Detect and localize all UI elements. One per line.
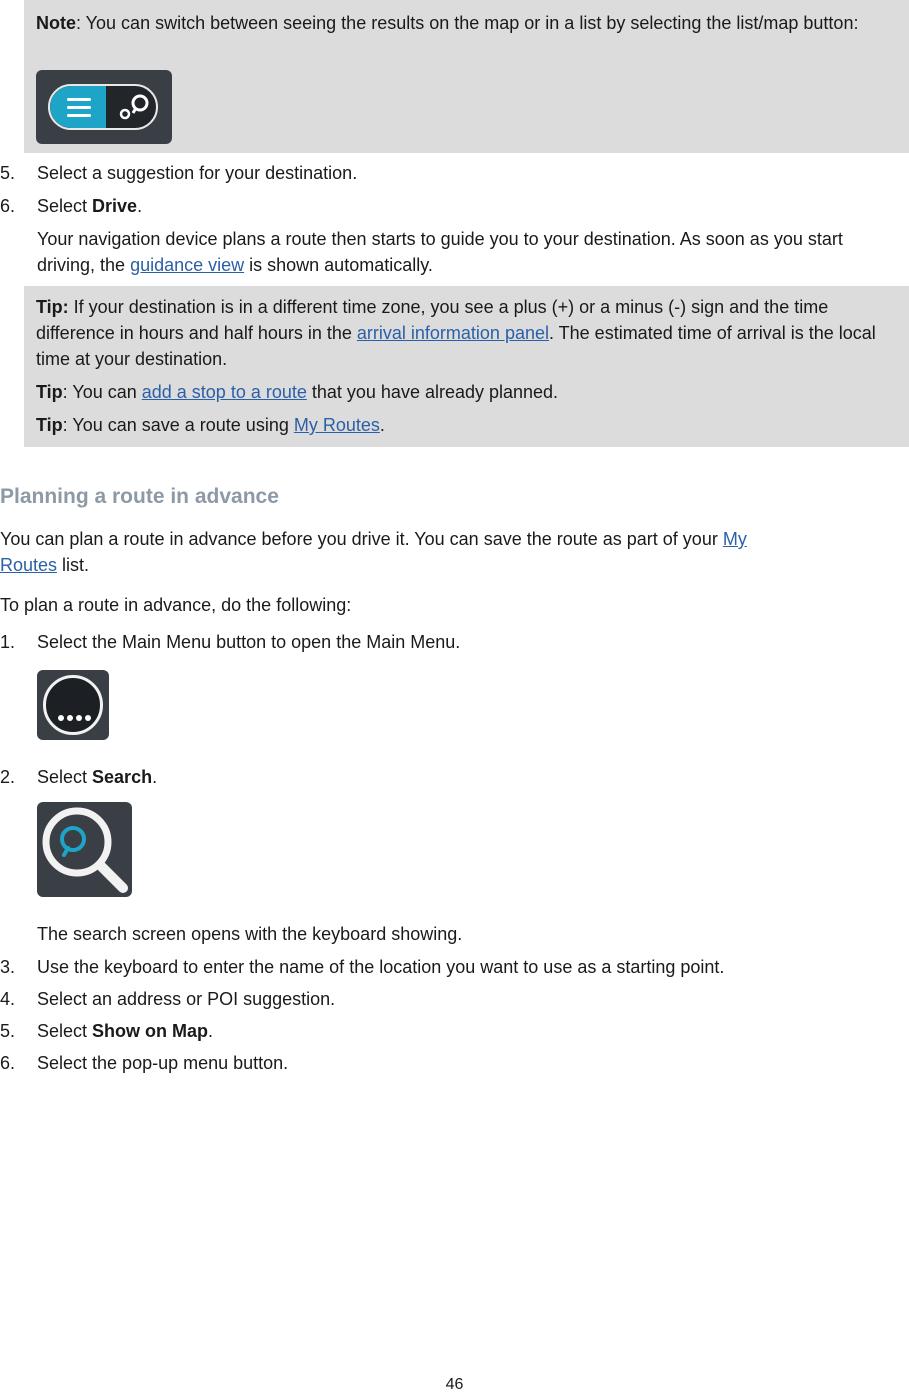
my-routes-link[interactable]: Routes: [0, 555, 58, 575]
step-text: Select Show on Map.: [37, 1021, 214, 1041]
step-number: 5.: [0, 1021, 16, 1041]
drive-paragraph: Your navigation device plans a route then starts to guide you to your destination. As soon as you start driving, the guidance view is shown automatically.: [37, 229, 843, 275]
list-icon: [67, 98, 91, 122]
step-text: Select Drive.: [37, 196, 143, 216]
list-map-toggle[interactable]: [48, 84, 158, 130]
step-number: 5.: [0, 163, 16, 183]
main-menu-button[interactable]: [37, 670, 109, 740]
step-text: Select an address or POI suggestion.: [37, 989, 336, 1009]
search-note: The search screen opens with the keyboard showing.: [37, 924, 463, 944]
step-number: 2.: [0, 767, 16, 787]
guidance-view-link[interactable]: guidance view: [130, 255, 245, 275]
tip-3: Tip: You can save a route using My Routes.: [36, 415, 385, 435]
step-number: 6.: [0, 196, 16, 216]
list-map-button[interactable]: [36, 70, 172, 144]
arrival-info-panel-link[interactable]: arrival information panel: [356, 323, 549, 343]
step-text: Use the keyboard to enter the name of the location you want to use as a starting point.: [37, 957, 725, 977]
step-text: Select Search.: [37, 767, 158, 787]
step-number: 1.: [0, 632, 16, 652]
note-label: Note: [36, 13, 76, 33]
intro-paragraph: You can plan a route in advance before you drive it. You can save the route as part of your My Routes list.: [0, 529, 747, 575]
note-text: Note: You can switch between seeing the results on the map or in a list by selecting the list/map button:: [36, 13, 859, 33]
add-stop-link[interactable]: add a stop to a route: [141, 382, 307, 402]
step-text: Select the Main Menu button to open the Main Menu.: [37, 632, 461, 652]
section-title: Planning a route in advance: [0, 485, 279, 508]
note-box: [24, 0, 909, 153]
main-menu-icon: [43, 675, 103, 735]
tips-box: [24, 286, 909, 447]
page-number: 46: [445, 1376, 464, 1393]
map-pins-icon: [112, 92, 156, 124]
step-text: Select a suggestion for your destination.: [37, 163, 358, 183]
my-routes-link[interactable]: My Routes: [293, 415, 380, 435]
my-routes-link[interactable]: My: [722, 529, 747, 549]
intro-instruction: To plan a route in advance, do the following:: [0, 595, 352, 615]
list-view-segment[interactable]: [50, 86, 106, 128]
step-number: 6.: [0, 1053, 16, 1073]
tip-1: Tip: If your destination is in a different time zone, you see a plus (+) or a minus (-) sign and the time difference in hours and half hours in the arrival information panel. The estimated time of arrival is the local time at your destination.: [36, 297, 876, 369]
search-icon: [37, 802, 132, 897]
step-number: 3.: [0, 957, 16, 977]
step-text: Select the pop-up menu button.: [37, 1053, 289, 1073]
search-button[interactable]: [37, 802, 132, 897]
step-number: 4.: [0, 989, 16, 1009]
tip-2: Tip: You can add a stop to a route that you have already planned.: [36, 382, 559, 402]
